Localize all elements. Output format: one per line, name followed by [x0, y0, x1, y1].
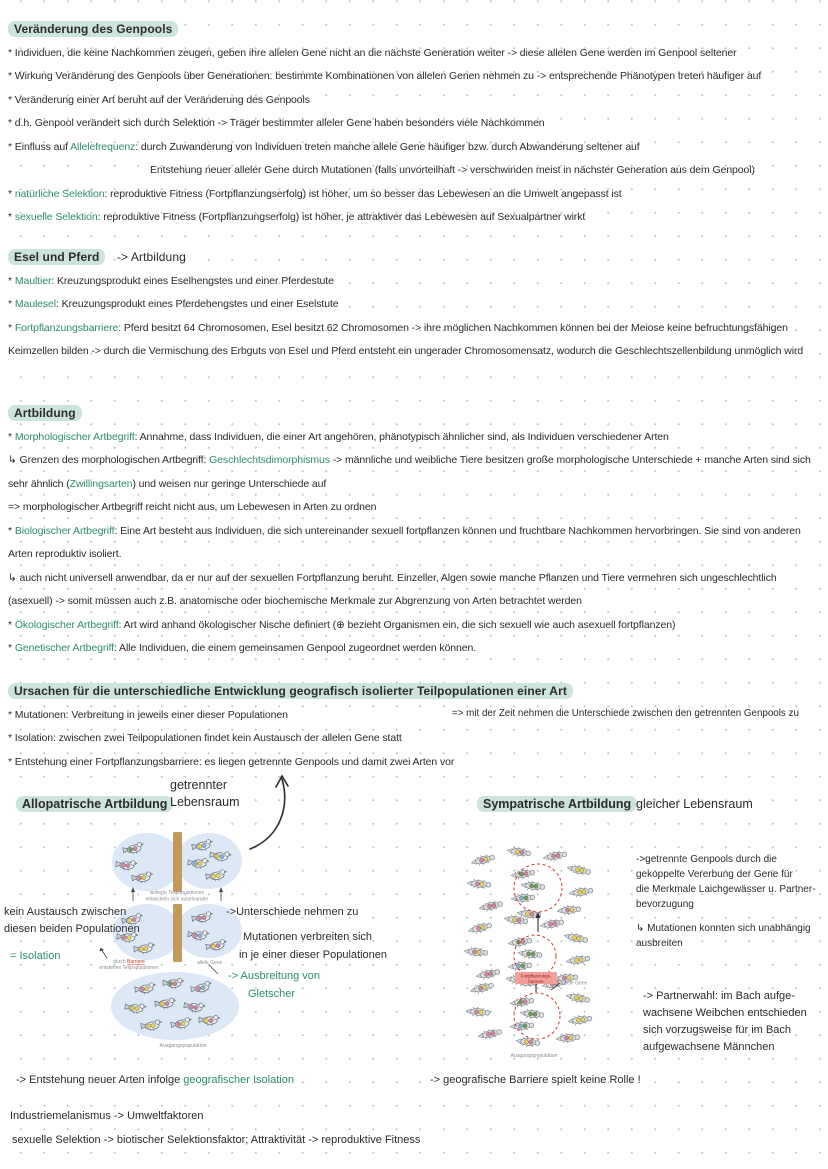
- heading-text: Veränderung des Genpools: [8, 21, 178, 37]
- label-entwickeln-auseinander: entwickeln sich auseinander: [145, 896, 209, 903]
- footer-industriemelanismus: Industriemelanismus -> Umweltfaktoren: [10, 1110, 204, 1122]
- note-line: ausbreiten: [636, 938, 683, 949]
- note-line: -> Partnerwahl: im Bach aufge-: [643, 990, 795, 1002]
- label-allele-gene: allele Gene: [562, 980, 588, 987]
- note-line: ↳ Mutationen konnten sich unabhängig: [636, 923, 811, 934]
- note-line: ↳ auch nicht universell anwendbar, da er nur auf der sexuellen Fortpflanzung beruht. Einzeller, Algen sowie manche Pflanzen und Tiere vermehren sich ungeschlechtlich (asexuell) -> somit müssen auch z.B. anatomische oder biochemische Merkmale zur Abgrenzung von Arten betrachtet werden: [8, 571, 777, 607]
- note-line: * Fortpflanzungsbarriere: Pferd besitzt 64 Chromosomen, Esel besitzt 62 Chromosomen -> ihre möglichen Nachkommen können bei der Meiose keine befruchtungsfähigen Keimzellen bilden -> durch die Vermischung des Erbguts von Esel und Pferd entsteht ein ungerader Chromosomensatz, wodurch die Geschlechtszellenbildung unmöglich wird: [8, 321, 804, 357]
- label-fortpflanzungsbarriere-1: Fortpflanzungs-: [520, 973, 552, 979]
- note-line: * Biologischer Artbegriff: Eine Art besteht aus Individuen, die sich untereinander sexuell fortpflanzen können und fruchtbare Nachkommen hervorbringen. Sie sind von anderen Arten reproduktiv isoliert.: [8, 524, 801, 560]
- note-line: * Ökologischer Artbegriff: Art wird anhand ökologischer Nische definiert (⊕ bezieht Organismen ein, die sich sexuell wie auch asexuell fortpflanzen): [8, 618, 676, 631]
- section-artbildung: [8, 402, 822, 661]
- section-heading-artbildung: [8, 402, 822, 426]
- section-genpool: [8, 18, 822, 230]
- note-line: sich vorzugsweise für im Bach: [643, 1024, 791, 1036]
- label-isolierte-teilpopulationen: isolierte Teilpopulationen: [149, 890, 205, 896]
- heading-text: Esel und Pferd: [8, 249, 105, 265]
- note-isolation: = Isolation: [10, 950, 61, 962]
- heading-allopatrische-artbildung: [16, 796, 173, 813]
- note-mutationen-unabhaengig: [636, 921, 811, 951]
- note-line: * Morphologischer Artbegriff: Annahme, dass Individuen, die einer Art angehören, phänotypisch ähnlicher sind, als Individuen verschiedener Arten: [8, 430, 669, 443]
- note-line: kein Austausch zwischen: [4, 906, 127, 918]
- note-getrennte-genpools: [636, 852, 826, 912]
- section-heading-esel-pferd: [8, 246, 822, 270]
- note-line: aufgewachsene Männchen: [643, 1041, 775, 1053]
- section-esel-pferd: [8, 246, 822, 364]
- note-line: * Wirkung Veränderung des Genpools über Generationen: bestimmte Kombinationen von allelen Genen nehmen zu -> entsprechende Phänotypen treten häufiger auf: [8, 70, 762, 82]
- sympatric-diagram: [462, 850, 637, 1062]
- label-line: Lebensraum: [170, 795, 240, 809]
- population-blob: [112, 833, 182, 891]
- critter-group: [464, 845, 594, 1048]
- section-ursachen: [8, 680, 822, 774]
- side-note-genpool-differences: => mit der Zeit nehmen die Unterschiede zwischen den getrennten Genpools zu: [452, 708, 799, 719]
- footer-sexuelle-selektion: sexuelle Selektion -> biotischer Selektionsfaktor; Attraktivität -> reproduktive Fitness: [12, 1134, 421, 1146]
- note-line: ->getrennte Genpools durch die: [636, 854, 777, 865]
- note-unterschiede: ->Unterschiede nehmen zu: [226, 906, 359, 918]
- note-partnerwahl: [643, 988, 807, 1056]
- note-line: * natürliche Selektion: reproduktive Fitness (Fortpflanzungserfolg) ist höher, um so besser das Lebewesen an die Umwelt angepasst ist: [8, 187, 622, 200]
- note-line: * Genetischer Artbegriff: Alle Individuen, die einem gemeinsamen Genpool zugeordnet werden können.: [8, 642, 477, 654]
- note-line: diesen beiden Populationen: [4, 923, 140, 935]
- note-mutationen-verbreiten: Mutationen verbreiten sich: [243, 931, 373, 943]
- label-fortpflanzungsbarriere-2: barriere: [528, 978, 544, 984]
- label-allele-gene: allele Gene: [197, 960, 223, 966]
- note-line: wachsene Weibchen entschieden: [643, 1007, 807, 1019]
- label-part: durch: [113, 959, 128, 965]
- heading-text: Ursachen für die unterschiedliche Entwicklung geografisch isolierter Teilpopulationen einer Art: [8, 683, 573, 699]
- note-line: ↳ Grenzen des morphologischen Artbegriff: Geschlechtsdimorphismus -> männliche und weibliche Tiere besitzen große morphologische Unterschiede + manche Arten sind sich sehr ähnlich (Zwillingsarten) und weisen nur geringe Unterschiede auf: [8, 454, 811, 490]
- note-kein-austausch: [4, 904, 140, 938]
- note-gletscher: Gletscher: [248, 988, 296, 1000]
- heading-suffix: -> Artbildung: [116, 250, 186, 264]
- note-ausbreitung: -> Ausbreitung von: [228, 970, 321, 982]
- note-line: * Einfluss auf Allelefrequenz: durch Zuwanderung von Individuen treten manche allele Gene häufiger bzw. durch Abwanderung seltener auf: [8, 140, 640, 153]
- note-line: * Isolation: zwischen zwei Teilpopulationen findet kein Austausch der allelen Gene statt: [8, 732, 402, 744]
- note-line: gekoppelte Vererbung der Gene für: [636, 869, 793, 880]
- note-line: * Veränderung einer Art beruht auf der Veränderung des Genpools: [8, 93, 310, 106]
- note-line: * sexuelle Selektion: reproduktive Fitness (Fortpflanzungserfolg) ist höher, je attraktiver das Lebewesen auf Sexualpartner wirkt: [8, 211, 586, 223]
- heading-text: Sympatrische Artbildung: [477, 796, 637, 812]
- note-line: * Entstehung einer Fortpflanzungsbarriere: es liegen getrennte Genpools und damit zwei Arten vor: [8, 755, 455, 768]
- label-barriere-word: Barriere: [127, 959, 145, 965]
- note-line: Entstehung neuer alleler Gene durch Mutationen (falls unvorteilhaft -> verschwinden meist in nächster Generation aus dem Genpool): [150, 164, 755, 176]
- conclusion-allopatric: -> Entstehung neuer Arten infolge geografischer Isolation: [16, 1074, 294, 1086]
- label-line: getrennter: [170, 778, 227, 792]
- section-heading-ursachen: [8, 680, 822, 704]
- label-ausgangspopulation: Ausgangspopulation: [159, 1043, 207, 1049]
- label-ausgangspopulation: Ausgangspopulation: [510, 1053, 558, 1059]
- note-line: * Maulesel: Kreuzungsprodukt eines Pferdehengstes und einer Eselstute: [8, 298, 339, 310]
- note-line: * Individuen, die keine Nachkommen zeugen, geben ihre allelen Gene nicht an die nächste Generation weiter -> diese allelen Gene werden im Genpool seltener: [8, 46, 737, 59]
- note-line: * Maultier: Kreuzungsprodukt eines Eselhengstes und einer Pferdestute: [8, 274, 334, 287]
- note-line: * Mutationen: Verbreitung in jeweils einer dieser Populationen: [8, 708, 288, 721]
- conclusion-sympatric: -> geografische Barriere spielt keine Rolle !: [430, 1074, 641, 1086]
- note-je-population: in je einer dieser Populationen: [239, 949, 387, 961]
- note-line: * d.h. Genpool verändert sich durch Selektion -> Träger bestimmter alleler Gene haben besonders viele Nachkommen: [8, 117, 545, 129]
- note-line: die Merkmale Laichgewässer u. Partner-: [636, 884, 816, 895]
- barrier-bar: [173, 904, 182, 962]
- heading-text: Allopatrische Artbildung: [16, 796, 173, 812]
- label-gleicher-lebensraum: gleicher Lebensraum: [636, 797, 753, 811]
- note-line: => morphologischer Artbegriff reicht nicht aus, um Lebewesen in Arten zu ordnen: [8, 501, 377, 513]
- section-heading-genpool: [8, 18, 822, 42]
- label-entstehen-teilpopulationen: entstehen Teilpopulationen: [99, 965, 159, 971]
- heading-text: Artbildung: [8, 405, 82, 421]
- barrier-bar: [173, 832, 182, 892]
- note-line: bevorzugung: [636, 899, 694, 910]
- heading-sympatrische-artbildung: [477, 796, 637, 813]
